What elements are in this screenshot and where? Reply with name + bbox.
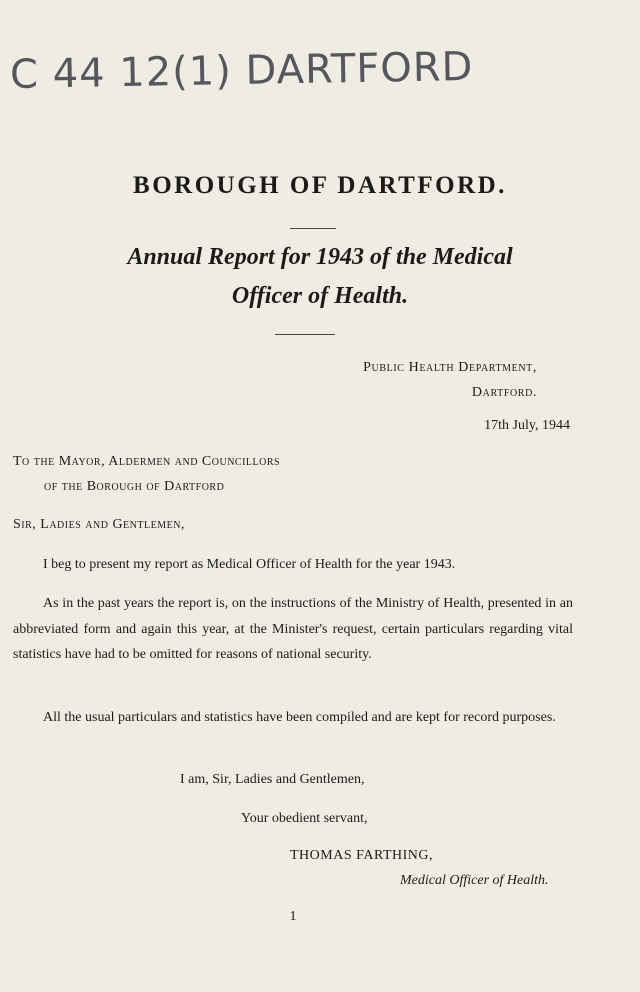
paragraph-2-text: As in the past years the report is, on the instructions of the Ministry of Health, presented in an abbreviated form and again this year, at the Minister's request, certain particulars regarding vital statistics have had to be omitted for reasons of national security.: [13, 596, 573, 662]
paragraph-2: [13, 591, 573, 668]
closing-line-1: I am, Sir, Ladies and Gentlemen,: [180, 772, 365, 787]
address-line-2: Dartford.: [471, 385, 537, 400]
report-title: [80, 238, 560, 316]
paragraph-1-text: I beg to present my report as Medical Officer of Health for the year 1943.: [43, 557, 456, 572]
letter-date: 17th July, 1944: [484, 418, 570, 433]
closing-line-2: Your obedient servant,: [241, 811, 368, 826]
signature-name: THOMAS FARTHING,: [290, 848, 434, 863]
signature-role: Medical Officer of Health.: [400, 873, 549, 888]
recipient-line-2: of the Borough of Dartford: [44, 479, 225, 494]
page-number: 1: [289, 909, 297, 924]
divider-top: [290, 228, 336, 229]
report-title-line-2: Officer of Health.: [231, 283, 409, 309]
paragraph-1: [13, 552, 573, 578]
borough-heading: BOROUGH OF DARTFORD.: [133, 172, 507, 199]
recipient-line-1: To the Mayor, Aldermen and Councillors: [13, 454, 281, 469]
address-line-1: Public Health Department,: [363, 360, 537, 375]
report-title-line-1: Annual Report for 1943 of the Medical: [127, 244, 513, 270]
paragraph-3-text: All the usual particulars and statistics have been compiled and are kept for record purposes.: [43, 710, 556, 725]
salutation: Sir, Ladies and Gentlemen,: [13, 517, 185, 532]
handwritten-shelfmark: C 44 12(1) DARTFORD: [9, 43, 474, 99]
divider-bottom: [275, 334, 335, 335]
paragraph-3: [13, 705, 573, 731]
